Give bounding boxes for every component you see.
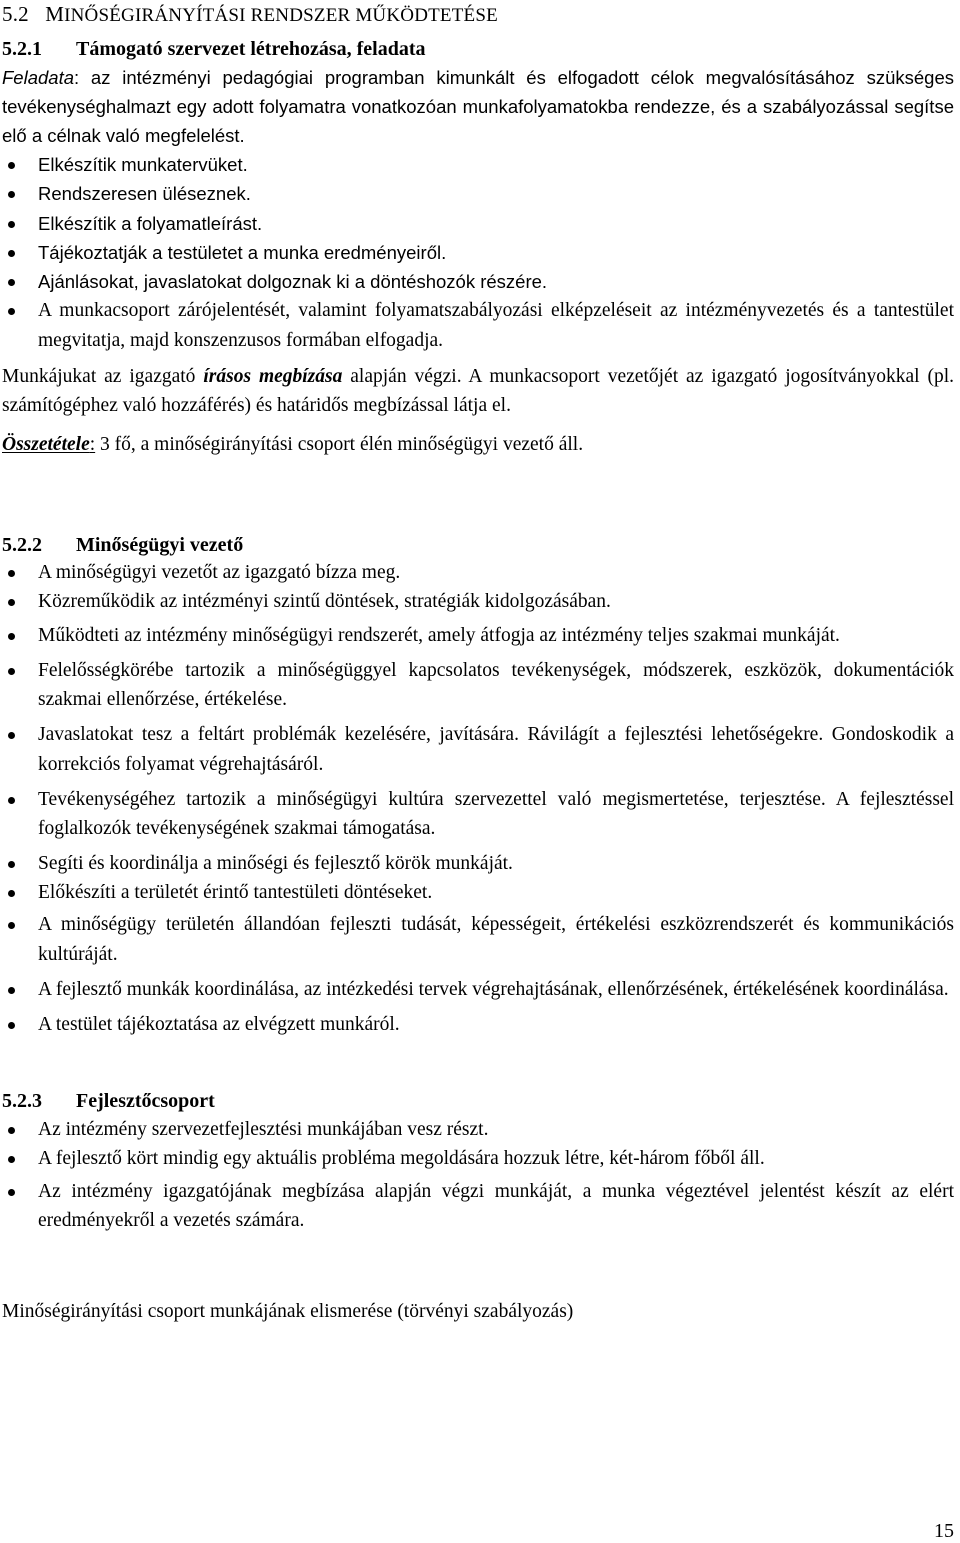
page-number: 15 [934, 1520, 954, 1542]
section-number: 5.2.2 [2, 534, 42, 556]
list-item: Közreműködik az intézményi szintű döntések, stratégiák kidolgozásában. [2, 587, 954, 616]
section-5-2-1 [2, 38, 954, 459]
closing-line: Minőségirányítási csoport munkájának elismerése (törvényi szabályozás) [2, 1301, 574, 1322]
composition-text: 3 fő, a minőségirányítási csoport élén minőségügyi vezető áll. [95, 434, 584, 456]
composition-colon: : [89, 434, 96, 456]
assignment-paragraph [2, 362, 954, 420]
list-item: A fejlesztő munkák koordinálása, az intézkedési tervek végrehajtásának, ellenőrzésének, értékelésének koordinálása. [2, 975, 954, 1004]
quality-manager-list [2, 558, 954, 1039]
list-item: Előkészíti a területét érintő tantestületi döntéseket. [2, 878, 954, 907]
task-label: Feladata [2, 67, 74, 88]
main-heading-number: 5.2 [2, 2, 29, 26]
composition-paragraph [2, 430, 954, 459]
task-bullet-list [2, 150, 954, 296]
list-item: Segíti és koordinálja a minőségi és fejlesztő körök munkáját. [2, 849, 954, 878]
composition-label: Összetétele [2, 434, 90, 456]
section-5-2-3 [2, 1090, 954, 1235]
list-item: Javaslatokat tesz a feltárt problémák kezelésére, javítására. Rávilágít a fejlesztési lehetőségekre. Gondoskodik a korrekciós folyamat végrehajtásáról. [2, 720, 954, 779]
task-paragraph [2, 63, 954, 150]
list-item: Működteti az intézmény minőségügyi rendszerét, amely átfogja az intézmény teljes szakmai munkáját. [2, 621, 954, 650]
assignment-text-end: alapján végzi. A munkacsoport vezetőjét az igazgató jogosítványokkal (pl. számítógéphez való hozzáférés) és határidős megbízással látja el. [2, 366, 954, 417]
main-heading-first-letter: M [45, 2, 65, 26]
section-title: Minőségügyi vezető [76, 534, 244, 556]
section-title: Támogató szervezet létrehozása, feladata [76, 38, 426, 60]
task-text: : az intézményi pedagógiai programban kimunkált és elfogadott célok megvalósításához szükséges tevékenységhalmazt egy adott folyamatra vonatkozóan munkafolyamatokba rendezze, és a szabályozással segítse elő a célnak való megfelelést. [2, 67, 954, 146]
list-item: A minőségügyi vezetőt az igazgató bízza meg. [2, 558, 954, 587]
assignment-emphasis: írásos megbízása [203, 366, 343, 388]
section-number: 5.2.1 [2, 38, 42, 60]
list-item: A munkacsoport zárójelentését, valamint folyamatszabályozási elképzeléseit az intézményvezetés és a tantestület megvitatja, majd konszenzusos formában elfogadja. [2, 296, 954, 355]
section-number: 5.2.3 [2, 1090, 42, 1112]
list-item: A testület tájékoztatása az elvégzett munkáról. [2, 1010, 954, 1039]
list-item: Az intézmény szervezetfejlesztési munkájában vesz részt. [2, 1115, 954, 1144]
section-heading [2, 534, 954, 557]
section-heading [2, 38, 954, 61]
list-item: Tevékenységéhez tartozik a minőségügyi kultúra szervezettel való megismertetése, terjesztése. A fejlesztéssel foglalkozók tevékenységének szakmai támogatása. [2, 785, 954, 844]
list-item: Elkészítik munkatervüket. [2, 150, 954, 179]
list-item: Az intézmény igazgatójának megbízása alapján végzi munkáját, a munka végeztével jelentést készít az elért eredményekről a vezetés számára. [2, 1177, 954, 1236]
section-heading [2, 1090, 954, 1113]
main-heading [2, 2, 498, 27]
list-item: Elkészítik a folyamatleírást. [2, 209, 954, 238]
development-group-list [2, 1115, 954, 1235]
main-heading-rest: INŐSÉGIRÁNYÍTÁSI RENDSZER MŰKÖDTETÉSE [64, 5, 498, 26]
section-title: Fejlesztőcsoport [76, 1090, 215, 1112]
list-item: A minőségügy területén állandóan fejleszti tudását, képességeit, értékelési eszközrendszerét és kommunikációs kultúráját. [2, 910, 954, 969]
closing-bullet-list [2, 296, 954, 355]
section-5-2-2 [2, 534, 954, 1039]
list-item: Rendszeresen üléseznek. [2, 179, 954, 208]
list-item: Felelősségkörébe tartozik a minőségüggyel kapcsolatos tevékenységek, módszerek, eszközök, dokumentációk szakmai ellenőrzése, értékelése. [2, 656, 954, 715]
list-item: A fejlesztő kört mindig egy aktuális probléma megoldására hozzuk létre, két-három főből áll. [2, 1144, 954, 1173]
list-item: Tájékoztatják a testületet a munka eredményeiről. [2, 238, 954, 267]
assignment-text-start: Munkájukat az igazgató [2, 366, 204, 388]
list-item: Ajánlásokat, javaslatokat dolgoznak ki a döntéshozók részére. [2, 267, 954, 296]
